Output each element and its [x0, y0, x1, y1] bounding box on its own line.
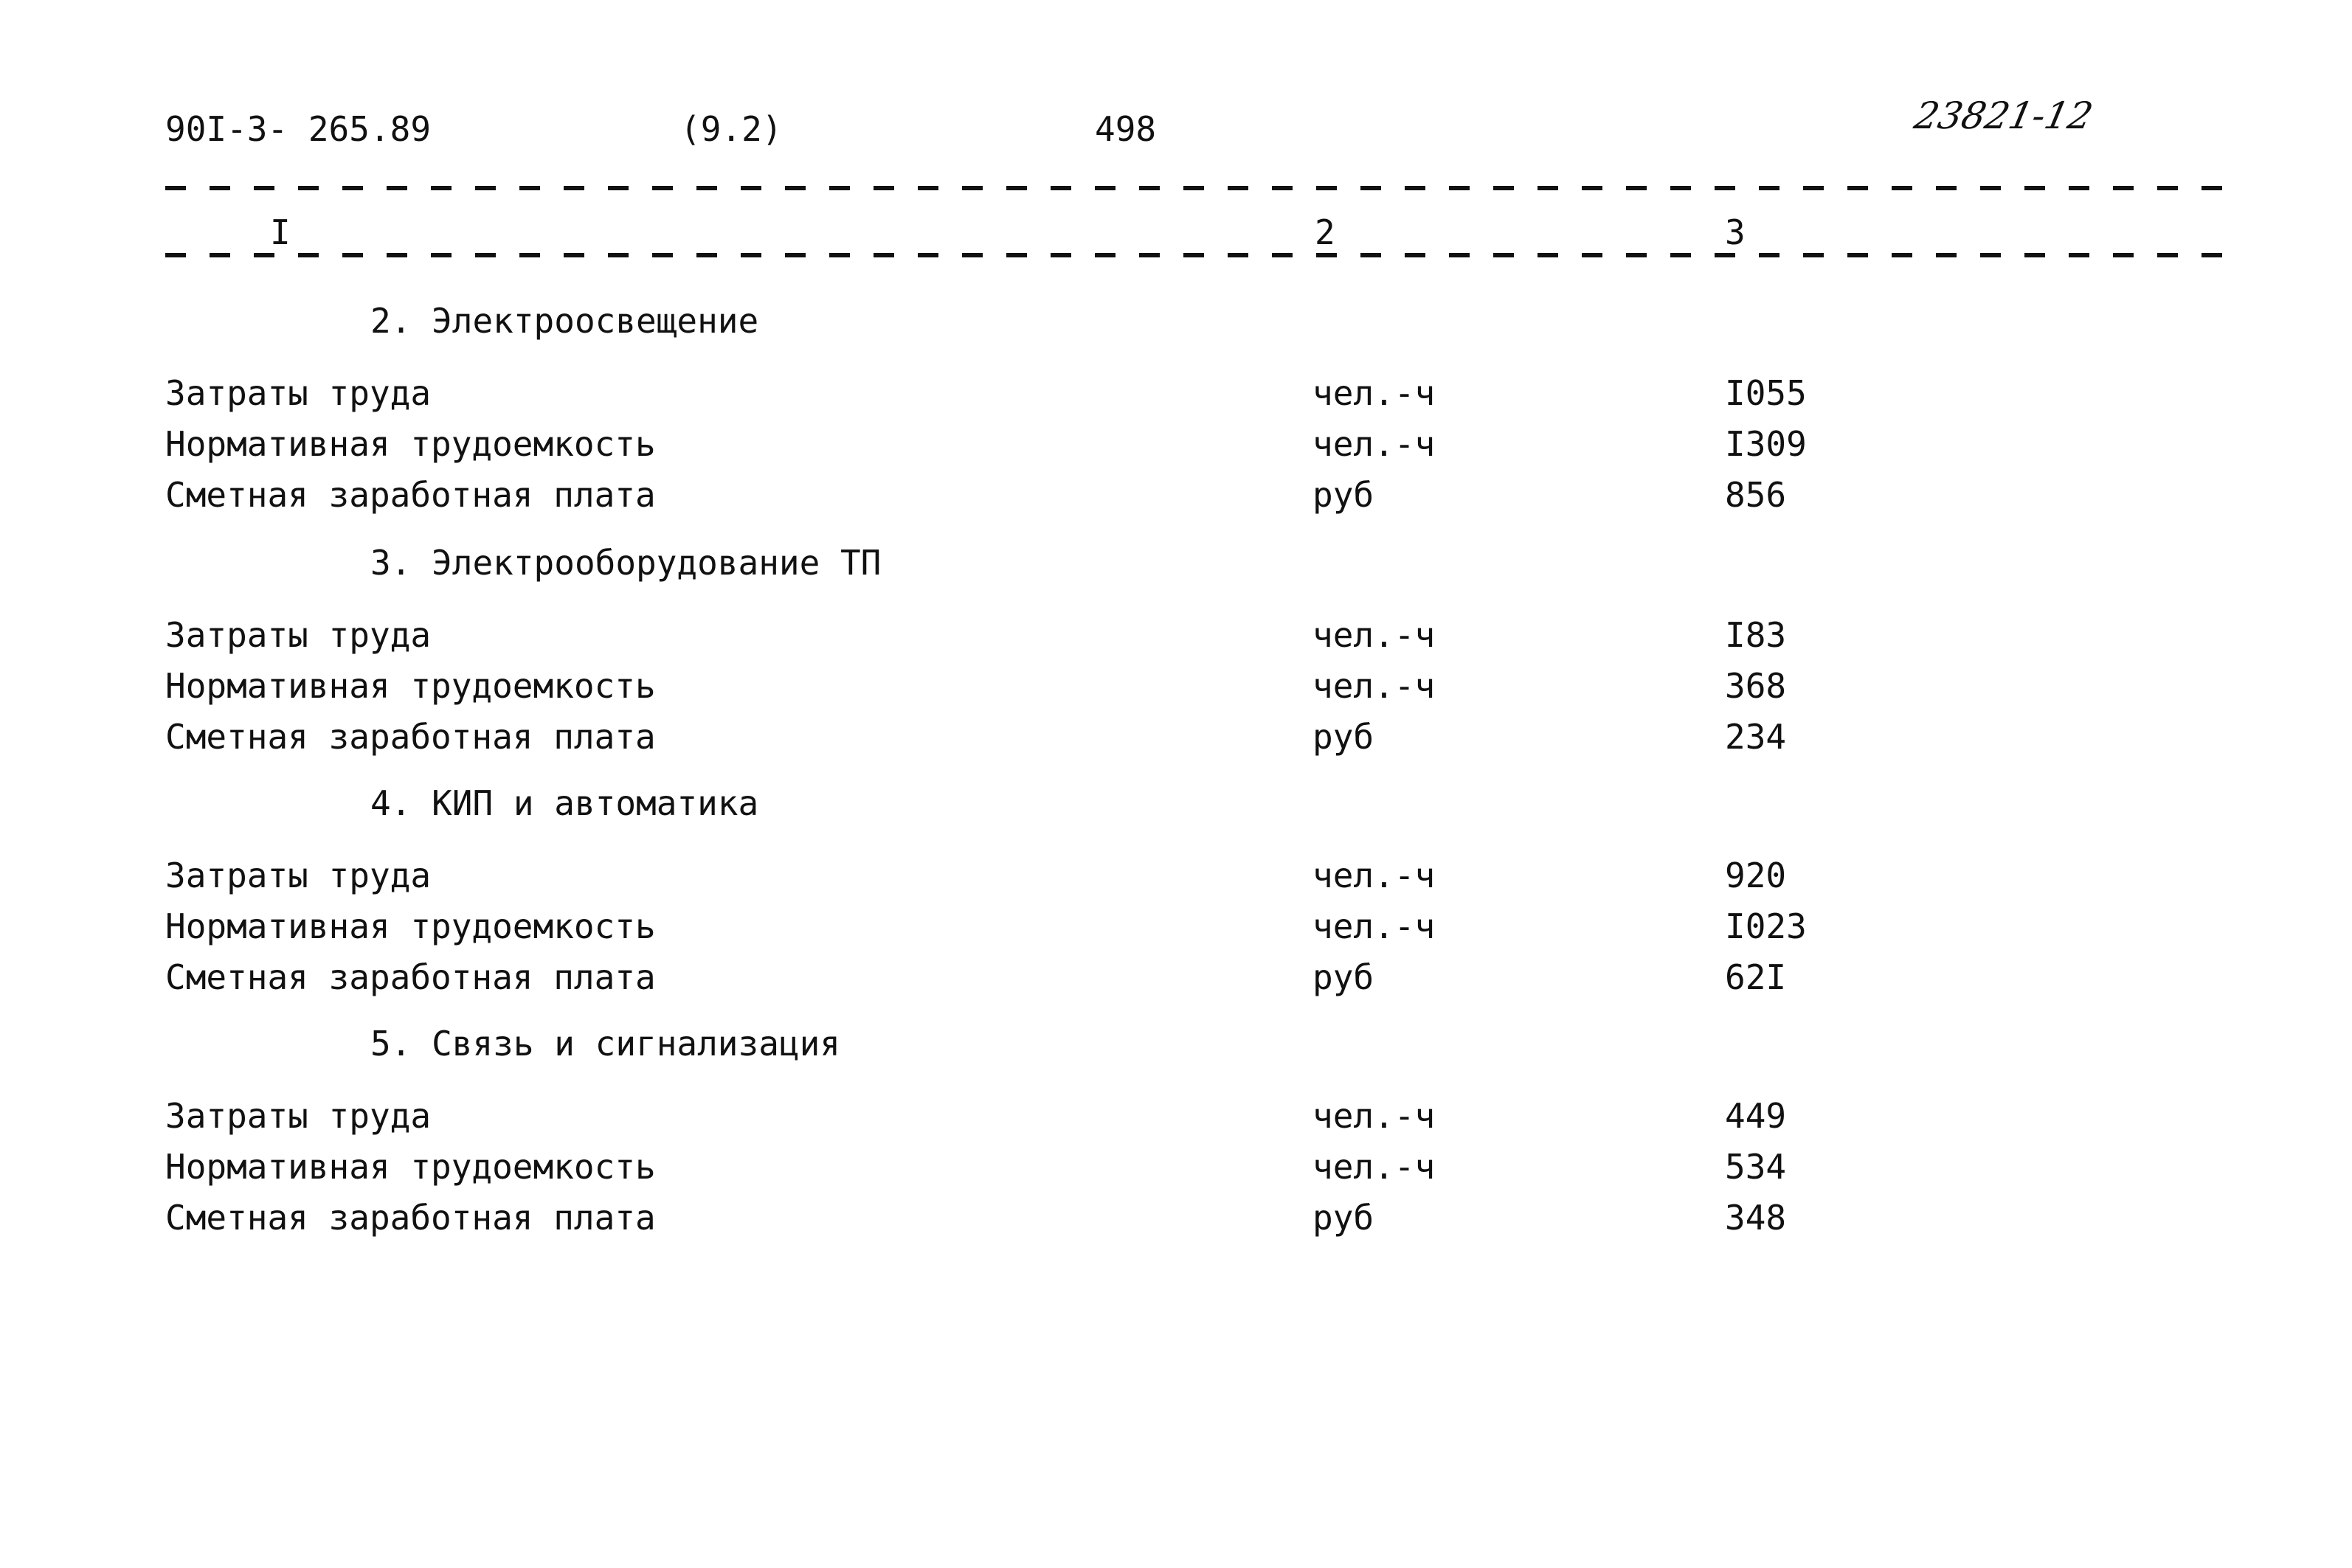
row-value: I83: [1725, 615, 1787, 655]
row-label: Сметная заработная плата: [165, 957, 656, 997]
document-code: 90I-3- 265.89: [165, 109, 432, 149]
row-value: 348: [1725, 1198, 1787, 1238]
row-value: I023: [1725, 906, 1807, 946]
row-value: 62I: [1725, 957, 1787, 997]
row-value: 449: [1725, 1096, 1787, 1136]
table-row: [0, 424, 2352, 468]
row-unit: чел.-ч: [1312, 373, 1436, 413]
table-row: [0, 373, 2352, 417]
table-row: [0, 856, 2352, 900]
table-row: [0, 717, 2352, 761]
row-unit: чел.-ч: [1312, 856, 1436, 895]
dashed-divider-top: [165, 186, 2243, 190]
row-value: I055: [1725, 373, 1807, 413]
handwritten-number: 23821-12: [1910, 94, 2097, 137]
table-row: [0, 615, 2352, 659]
table-row: [0, 1147, 2352, 1191]
row-label: Затраты труда: [165, 856, 432, 895]
row-unit: чел.-ч: [1312, 424, 1436, 464]
row-unit: чел.-ч: [1312, 1096, 1436, 1136]
row-label: Затраты труда: [165, 1096, 432, 1136]
row-label: Нормативная трудоемкость: [165, 1147, 656, 1187]
row-unit: руб: [1312, 717, 1374, 757]
row-value: I309: [1725, 424, 1807, 464]
page-number: 498: [1095, 109, 1157, 149]
row-label: Затраты труда: [165, 373, 432, 413]
row-unit: руб: [1312, 957, 1374, 997]
row-value: 534: [1725, 1147, 1787, 1187]
row-unit: чел.-ч: [1312, 666, 1436, 706]
row-label: Нормативная трудоемкость: [165, 424, 656, 464]
row-label: Сметная заработная плата: [165, 1198, 656, 1238]
row-value: 368: [1725, 666, 1787, 706]
row-unit: чел.-ч: [1312, 906, 1436, 946]
row-value: 856: [1725, 475, 1787, 515]
column-header-3: 3: [1725, 212, 1746, 252]
row-value: 920: [1725, 856, 1787, 895]
row-label: Сметная заработная плата: [165, 475, 656, 515]
column-header-2: 2: [1315, 212, 1335, 252]
table-row: [0, 957, 2352, 1002]
section-title: 3. Электрооборудование ТП: [370, 543, 882, 583]
row-label: Нормативная трудоемкость: [165, 666, 656, 706]
table-row: [0, 1096, 2352, 1140]
dashed-divider-header: [165, 253, 2243, 257]
section-title: 4. КИП и автоматика: [370, 783, 759, 823]
row-label: Затраты труда: [165, 615, 432, 655]
column-header-1: I: [270, 212, 291, 252]
row-unit: чел.-ч: [1312, 615, 1436, 655]
section-reference: (9.2): [680, 109, 783, 149]
section-title: 2. Электроосвещение: [370, 301, 759, 341]
row-unit: чел.-ч: [1312, 1147, 1436, 1187]
section-title: 5. Связь и сигнализация: [370, 1024, 840, 1064]
row-unit: руб: [1312, 1198, 1374, 1238]
table-row: [0, 1198, 2352, 1242]
table-row: [0, 906, 2352, 951]
row-unit: руб: [1312, 475, 1374, 515]
table-row: [0, 475, 2352, 519]
row-label: Сметная заработная плата: [165, 717, 656, 757]
row-label: Нормативная трудоемкость: [165, 906, 656, 946]
row-value: 234: [1725, 717, 1787, 757]
table-row: [0, 666, 2352, 710]
